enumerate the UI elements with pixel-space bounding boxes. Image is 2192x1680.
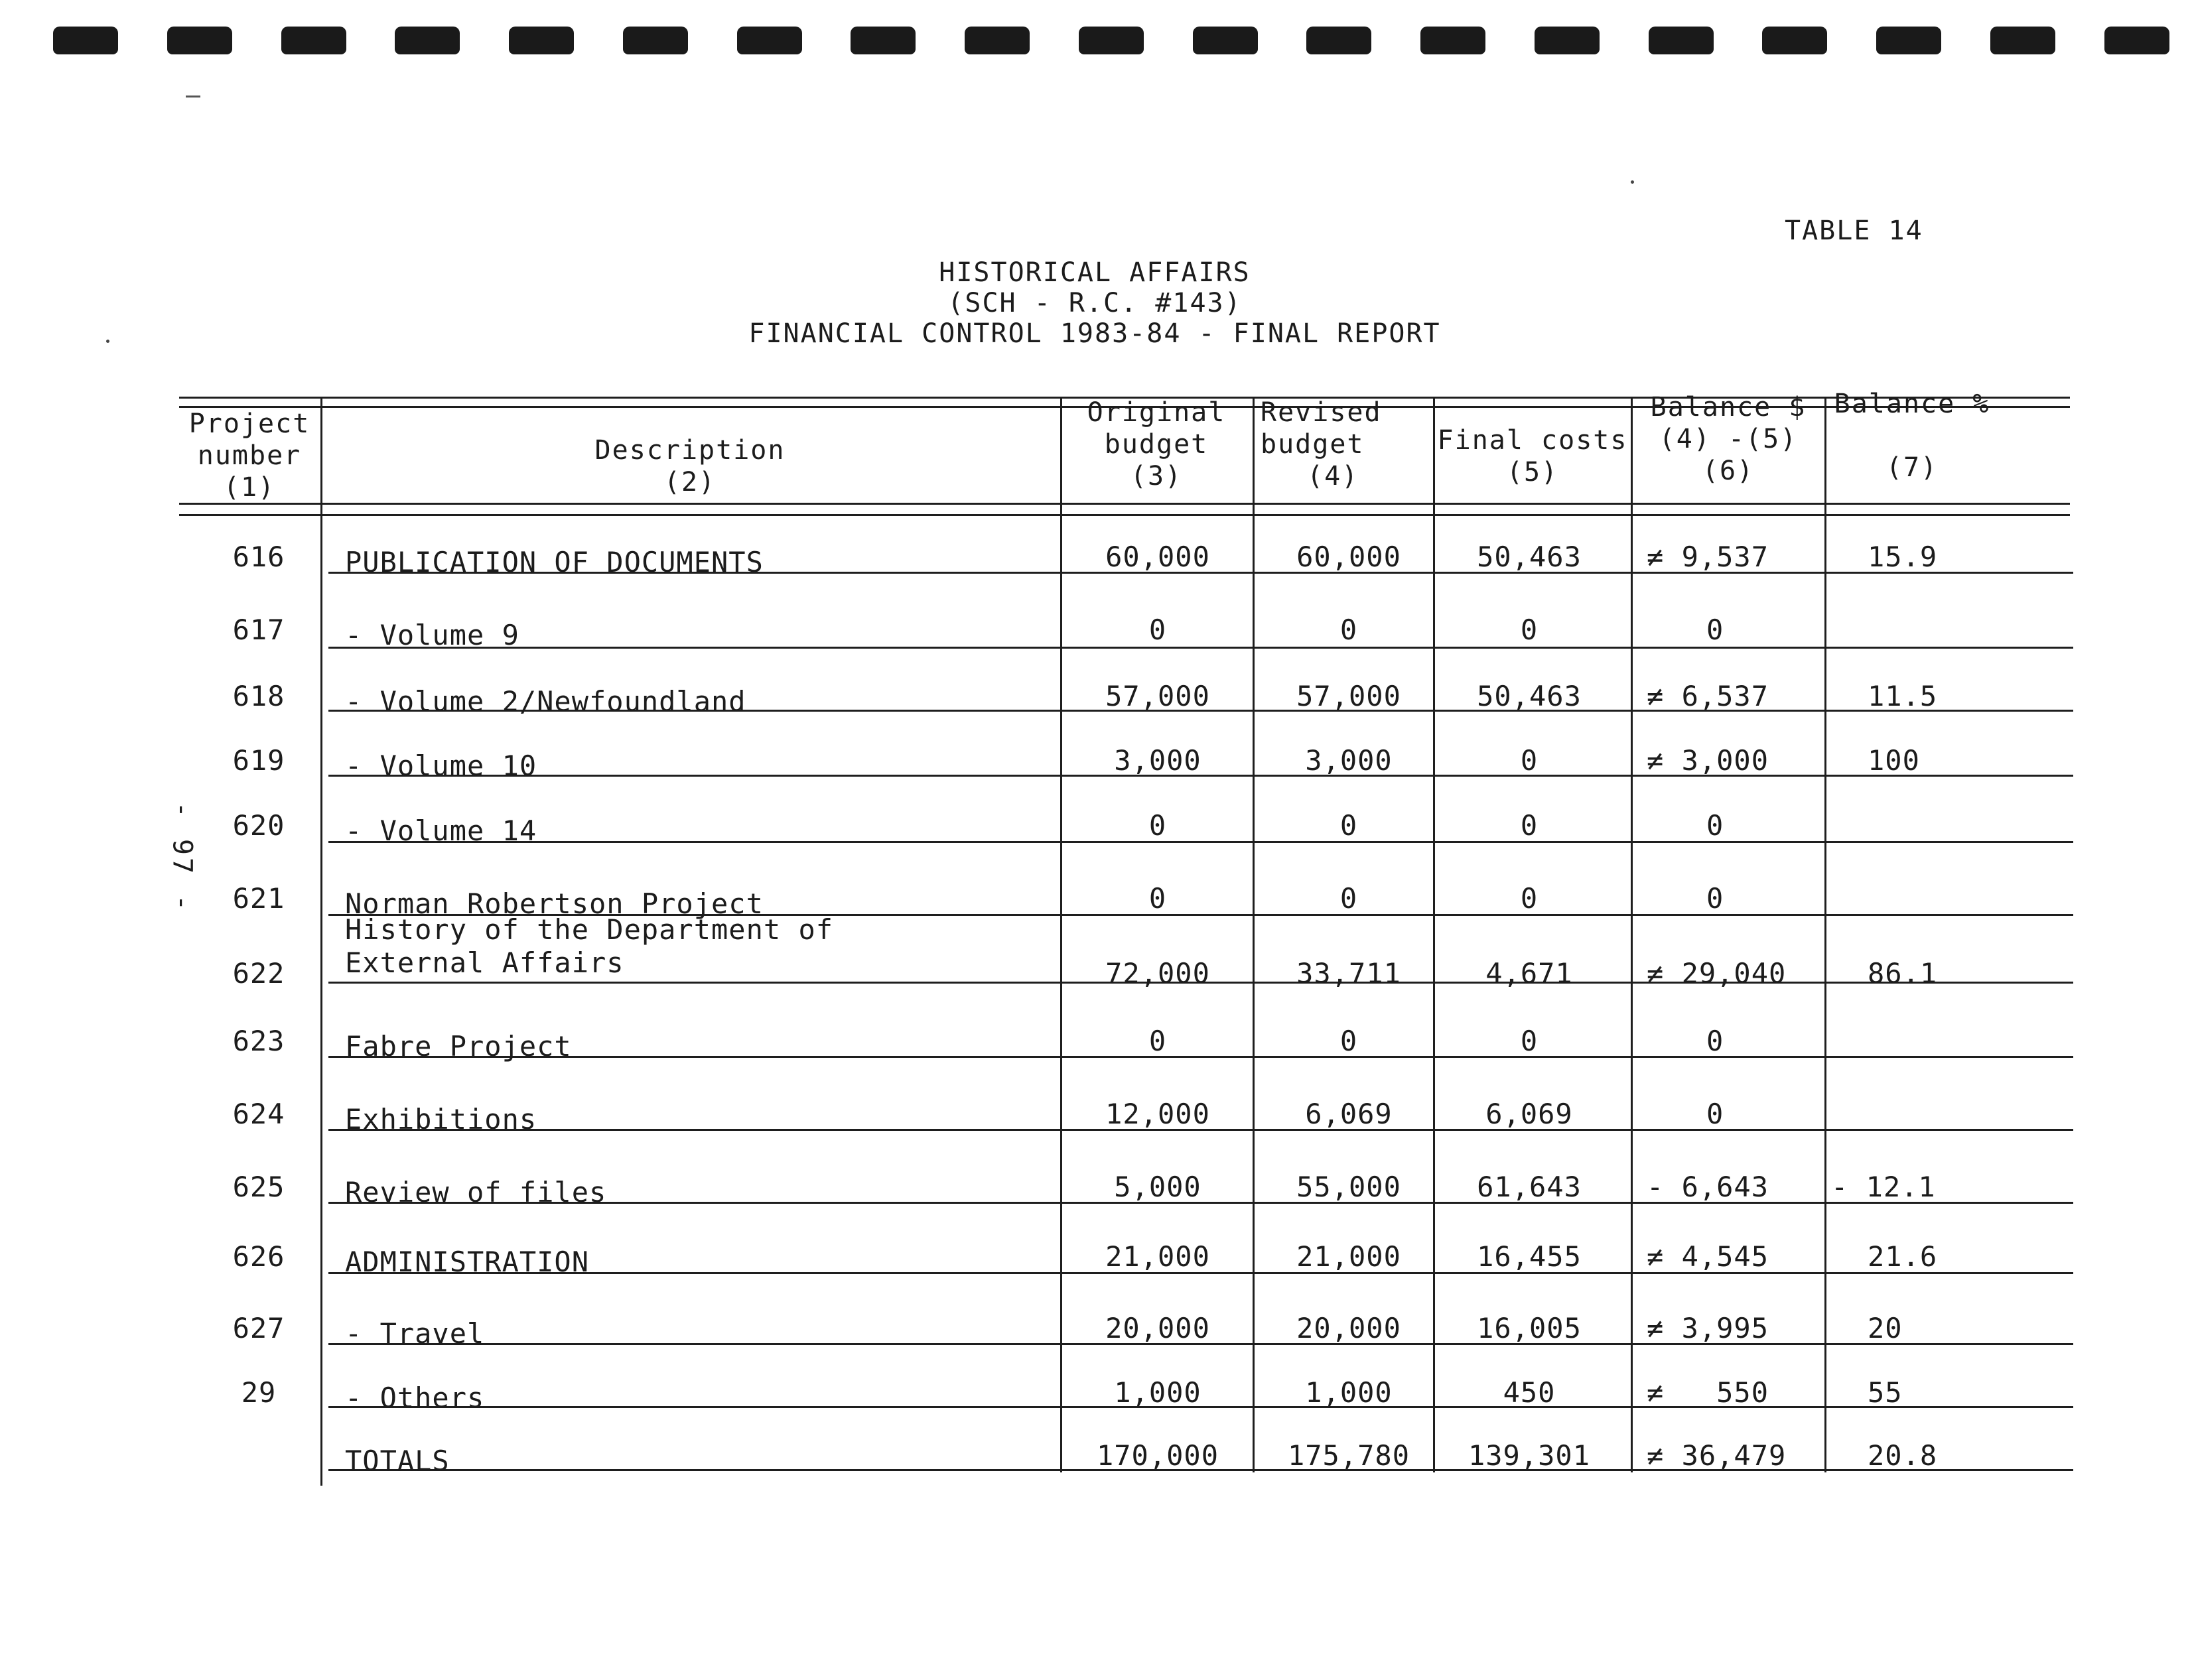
header-description: Description (2) (594, 435, 786, 497)
revised-budget: 0 (1339, 1025, 1358, 1057)
balance-percent: 20.8 (1868, 1439, 1938, 1472)
final-costs: 0 (1520, 1025, 1539, 1057)
balance-dollars: ≠ 36,479 (1647, 1439, 1787, 1472)
header-rule (179, 503, 2070, 505)
balance-percent: 11.5 (1868, 680, 1938, 712)
revised-budget: 6,069 (1305, 1098, 1393, 1130)
balance-dollars: 0 (1706, 1098, 1724, 1130)
original-budget: 1,000 (1114, 1376, 1201, 1409)
description: - Others (345, 1382, 485, 1414)
final-costs: 0 (1520, 882, 1539, 915)
description: - Volume 2/Newfoundland (345, 685, 746, 718)
original-budget: 57,000 (1105, 680, 1210, 712)
table-row (0, 744, 2192, 817)
final-costs: 0 (1520, 744, 1539, 777)
project-number: 618 (232, 680, 285, 712)
table-row (0, 1025, 2192, 1098)
description: ADMINISTRATION (345, 1246, 590, 1278)
final-costs: 139,301 (1468, 1439, 1590, 1472)
description: - Travel (345, 1317, 485, 1350)
balance-dollars: ≠ 29,040 (1647, 957, 1787, 990)
original-budget: 5,000 (1114, 1171, 1201, 1203)
description: PUBLICATION OF DOCUMENTS (345, 546, 764, 578)
revised-budget: 1,000 (1305, 1376, 1393, 1409)
original-budget: 3,000 (1114, 744, 1201, 777)
balance-percent: 15.9 (1868, 541, 1938, 573)
table-row (0, 809, 2192, 882)
perforation-strip (53, 27, 2169, 56)
table-row (0, 1312, 2192, 1385)
balance-percent: 55 (1868, 1376, 1903, 1409)
description: - Volume 14 (345, 814, 537, 847)
revised-budget: 0 (1339, 809, 1358, 842)
description: Norman Robertson Project (345, 887, 764, 920)
balance-percent: - 12.1 (1831, 1171, 1936, 1203)
project-number: 620 (232, 809, 285, 842)
balance-percent: 100 (1868, 744, 1920, 777)
original-budget: 72,000 (1105, 957, 1210, 990)
table-row (0, 614, 2192, 686)
project-number: 621 (232, 882, 285, 915)
table-row (0, 1171, 2192, 1244)
table-row (0, 680, 2192, 753)
revised-budget: 3,000 (1305, 744, 1393, 777)
original-budget: 20,000 (1105, 1312, 1210, 1344)
scan-mark (186, 96, 200, 97)
header-project-number: Project number (1) (188, 409, 310, 503)
balance-dollars: ≠ 4,545 (1647, 1240, 1769, 1273)
final-costs: 0 (1520, 809, 1539, 842)
description: Exhibitions (345, 1103, 537, 1135)
table-row (0, 541, 2192, 614)
original-budget: 60,000 (1105, 541, 1210, 573)
revised-budget: 20,000 (1296, 1312, 1401, 1344)
project-number: 626 (232, 1240, 285, 1273)
final-costs: 50,463 (1477, 541, 1582, 573)
balance-dollars: 0 (1706, 882, 1724, 915)
balance-dollars: 0 (1706, 1025, 1724, 1057)
description: History of the Department of External Affairs (345, 913, 834, 979)
description: Fabre Project (345, 1030, 572, 1063)
header-rule (179, 514, 2070, 516)
project-number: 619 (232, 744, 285, 777)
title-line-3: FINANCIAL CONTROL 1983-84 - FINAL REPORT (748, 318, 1441, 349)
table-row (0, 1376, 2192, 1449)
description: TOTALS (345, 1445, 450, 1477)
table-row (0, 1439, 2192, 1512)
original-budget: 0 (1148, 1025, 1167, 1057)
final-costs: 0 (1520, 614, 1539, 646)
revised-budget: 0 (1339, 882, 1358, 915)
revised-budget: 55,000 (1296, 1171, 1401, 1203)
balance-dollars: ≠ 3,995 (1647, 1312, 1769, 1344)
final-costs: 61,643 (1477, 1171, 1582, 1203)
balance-dollars: - 6,643 (1647, 1171, 1769, 1203)
revised-budget: 60,000 (1296, 541, 1401, 573)
report-title (730, 257, 1460, 349)
project-number: 622 (232, 957, 285, 990)
original-budget: 12,000 (1105, 1098, 1210, 1130)
description: Review of files (345, 1176, 607, 1208)
project-number: 623 (232, 1025, 285, 1057)
balance-percent: 20 (1868, 1312, 1903, 1344)
project-number: 627 (232, 1312, 285, 1344)
table-row (0, 1098, 2192, 1171)
revised-budget: 21,000 (1296, 1240, 1401, 1273)
original-budget: 21,000 (1105, 1240, 1210, 1273)
page-number: - 97 - (167, 801, 198, 914)
table-row (0, 1240, 2192, 1313)
balance-dollars: ≠ 3,000 (1647, 744, 1769, 777)
header-balance-dollars: Balance $ (4) -(5) (6) (1650, 392, 1807, 486)
title-line-2: (SCH - R.C. #143) (947, 288, 1242, 318)
original-budget: 0 (1148, 882, 1167, 915)
original-budget: 0 (1148, 614, 1167, 646)
project-number: 625 (232, 1171, 285, 1203)
description: - Volume 10 (345, 749, 537, 782)
revised-budget: 33,711 (1296, 957, 1401, 990)
description: - Volume 9 (345, 619, 519, 651)
revised-budget: 0 (1339, 614, 1358, 646)
final-costs: 6,069 (1485, 1098, 1573, 1130)
original-budget: 0 (1148, 809, 1167, 842)
table-label: TABLE 14 (1785, 216, 1923, 246)
final-costs: 4,671 (1485, 957, 1573, 990)
balance-dollars: 0 (1706, 809, 1724, 842)
project-number: 29 (241, 1376, 277, 1409)
scan-speck (1631, 180, 1634, 184)
revised-budget: 57,000 (1296, 680, 1401, 712)
balance-percent: 21.6 (1868, 1240, 1938, 1273)
final-costs: 450 (1503, 1376, 1556, 1409)
balance-dollars: ≠ 550 (1647, 1376, 1769, 1409)
balance-dollars: 0 (1706, 614, 1724, 646)
balance-dollars: ≠ 9,537 (1647, 541, 1769, 573)
project-number: 624 (232, 1098, 285, 1130)
original-budget: 170,000 (1096, 1439, 1219, 1472)
table-row (0, 913, 2192, 992)
title-line-1: HISTORICAL AFFAIRS (939, 257, 1251, 288)
revised-budget: 175,780 (1287, 1439, 1410, 1472)
project-number: 616 (232, 541, 285, 573)
header-original-budget: Original budget (3) (1087, 397, 1226, 491)
balance-dollars: ≠ 6,537 (1647, 680, 1769, 712)
balance-percent: 86.1 (1868, 957, 1938, 990)
scan-speck (106, 340, 109, 343)
final-costs: 16,005 (1477, 1312, 1582, 1344)
header-final-costs: Final costs (5) (1437, 425, 1628, 487)
project-number: 617 (232, 614, 285, 646)
final-costs: 16,455 (1477, 1240, 1582, 1273)
header-revised-budget: Revised budget (4) (1261, 397, 1382, 491)
final-costs: 50,463 (1477, 680, 1582, 712)
header-balance-percent: Balance % (7) (1834, 389, 1990, 483)
